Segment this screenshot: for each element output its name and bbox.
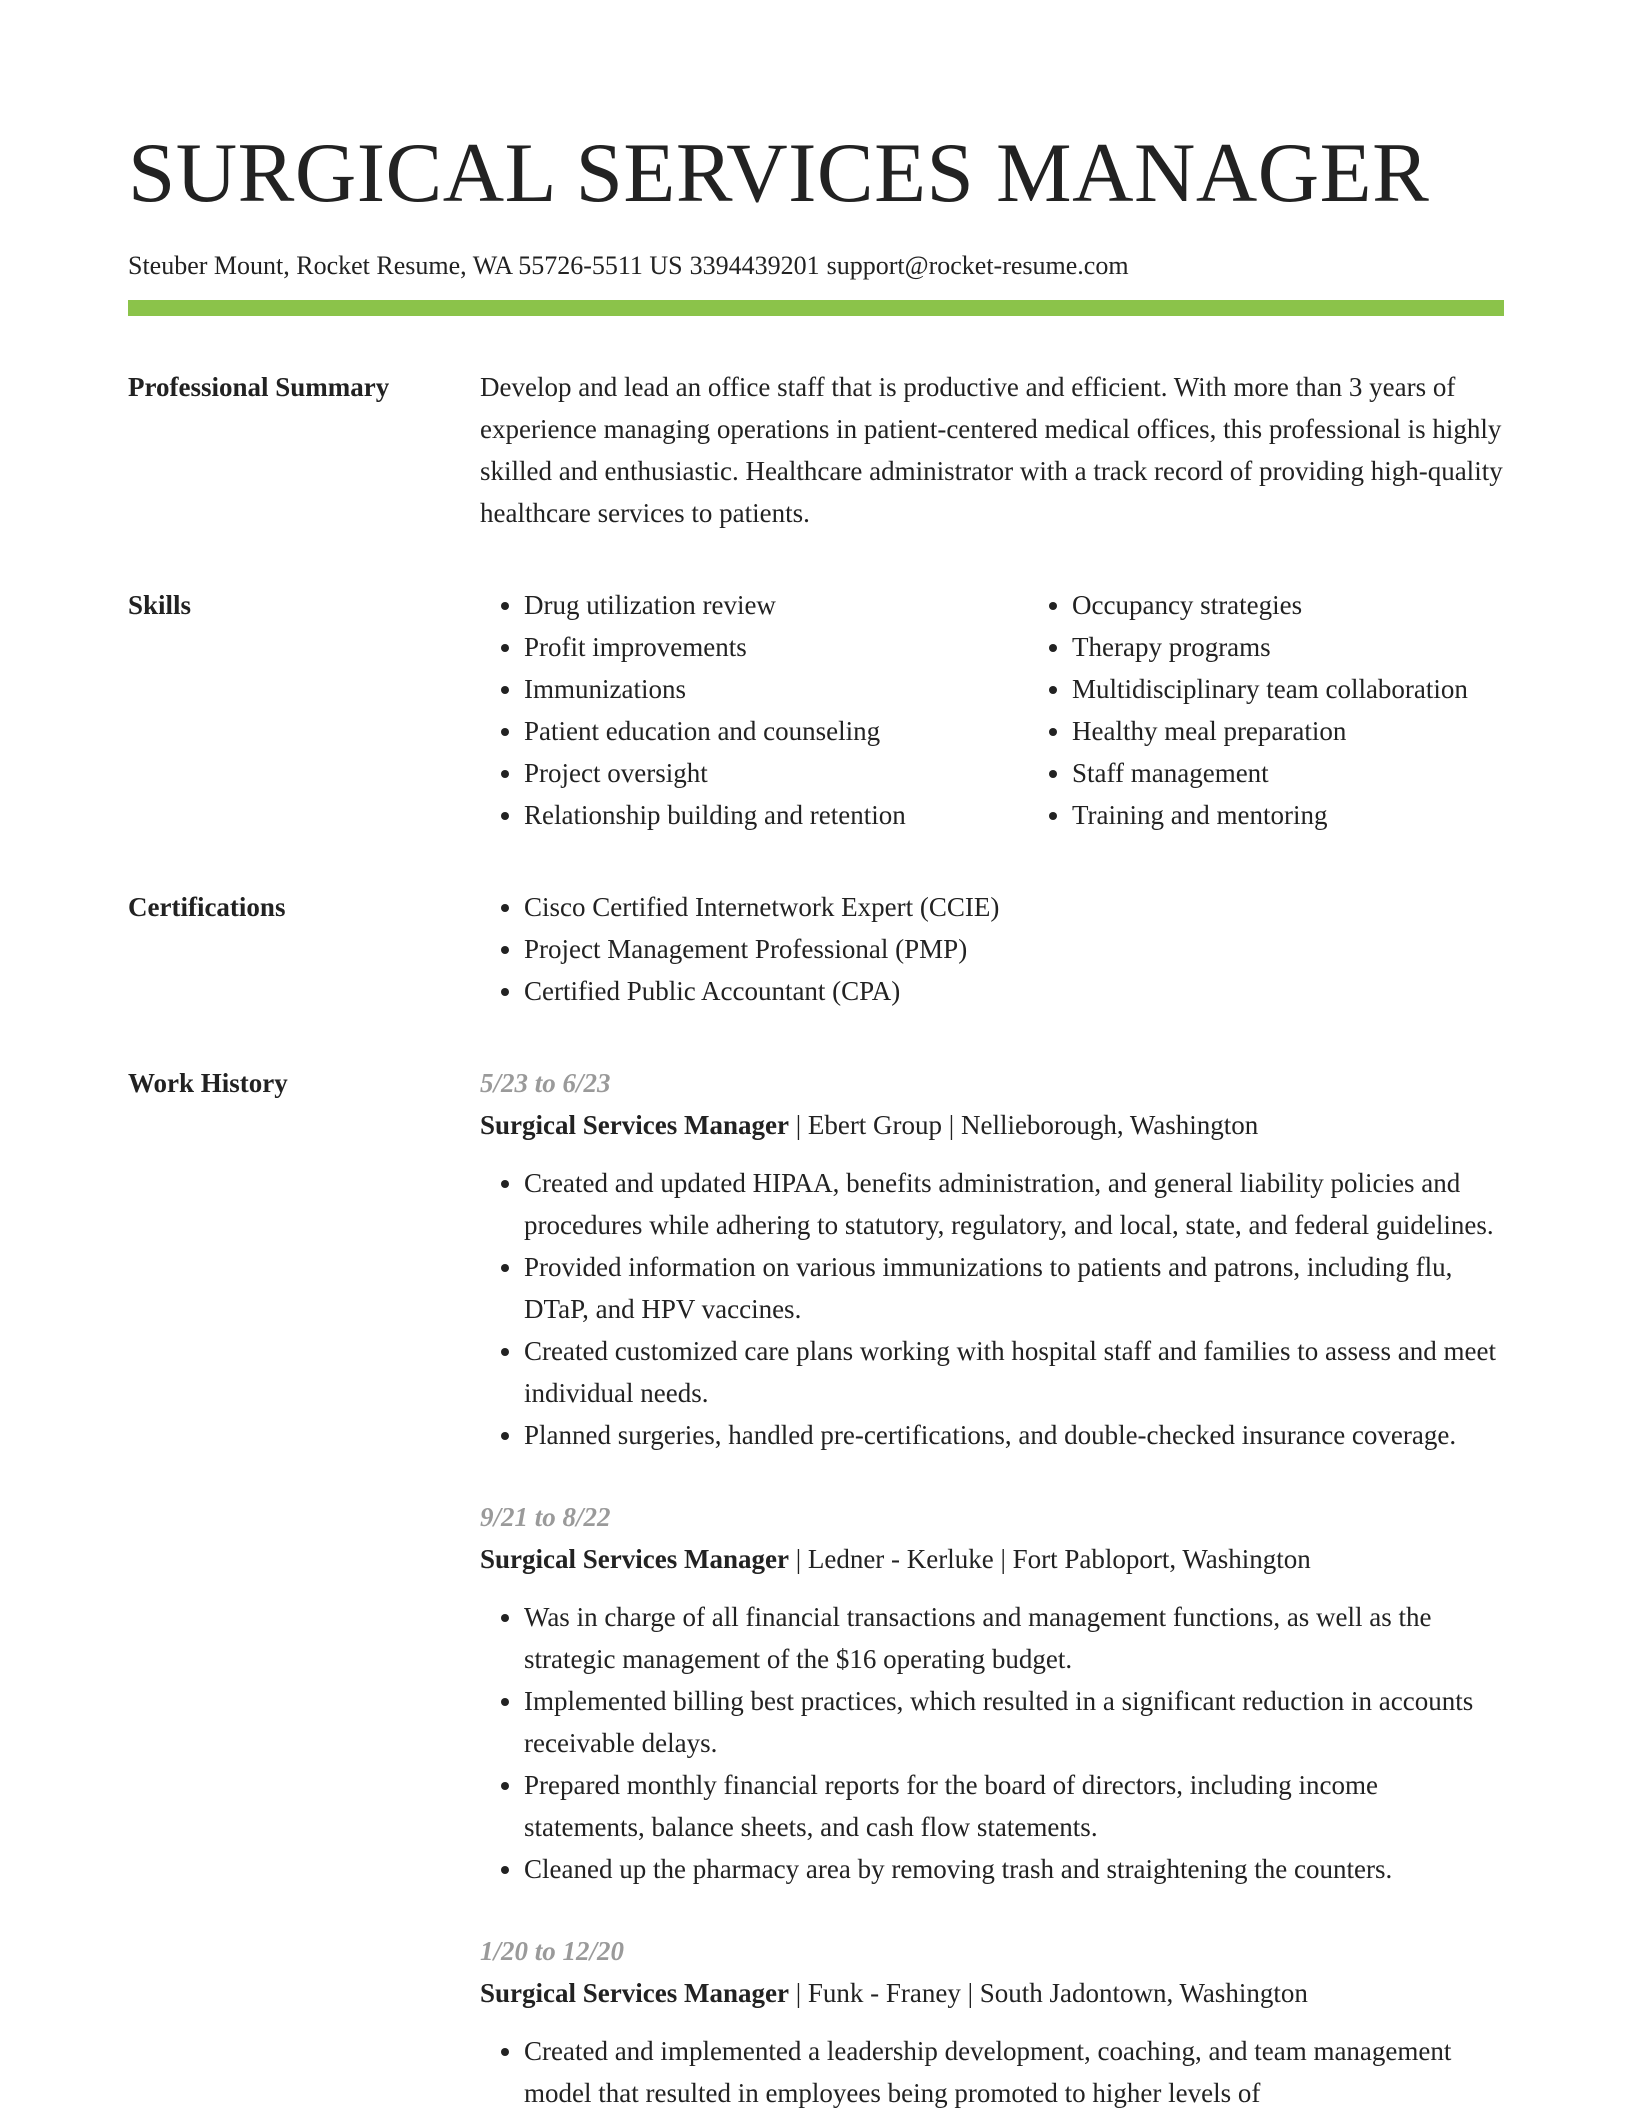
job-title: Surgical Services Manager	[480, 1978, 789, 2008]
list-item: • Project oversight	[524, 752, 1028, 794]
job-dates: 9/21 to 8/22	[480, 1502, 611, 1532]
job-details: | Ledner - Kerluke | Fort Pabloport, Washington	[795, 1544, 1311, 1574]
list-item: • Cleaned up the pharmacy area by removing trash and straightening the counters.	[524, 1848, 1504, 1890]
job-entry	[480, 1062, 1504, 1456]
skills-column-1	[480, 584, 1028, 836]
job-dates: 1/20 to 12/20	[480, 1936, 625, 1966]
list-item: • Certified Public Accountant (CPA)	[524, 970, 1504, 1012]
skills-column-2	[1028, 584, 1468, 836]
list-item: • Drug utilization review	[524, 584, 1028, 626]
list-item: • Implemented billing best practices, which resulted in a significant reduction in accounts receivable delays.	[524, 1680, 1504, 1764]
list-item: • Created and updated HIPAA, benefits administration, and general liability policies and procedures while adhering to statutory, regulatory, and local, state, and federal guidelines.	[524, 1162, 1504, 1246]
contact-email: support@rocket-resume.com	[826, 251, 1129, 280]
list-item: • Multidisciplinary team collaboration	[1072, 668, 1468, 710]
work-history-heading: Work History	[128, 1068, 288, 1098]
job-title: Surgical Services Manager	[480, 1110, 789, 1140]
certifications-section	[128, 886, 1504, 1012]
contact-line	[128, 250, 1504, 282]
job-dates: 5/23 to 6/23	[480, 1068, 611, 1098]
summary-section	[128, 366, 1504, 534]
contact-phone: 3394439201	[689, 251, 820, 280]
job-title-line	[480, 1972, 1504, 2014]
job-details: | Funk - Franey | South Jadontown, Washington	[795, 1978, 1308, 2008]
resume-page	[128, 0, 1504, 2114]
list-item: • Was in charge of all financial transactions and management functions, as well as the strategic management of the $16 operating budget.	[524, 1596, 1504, 1680]
list-item: • Relationship building and retention	[524, 794, 1028, 836]
job-bullets	[480, 2030, 1504, 2114]
job-entry	[480, 1930, 1504, 2114]
list-item: • Project Management Professional (PMP)	[524, 928, 1504, 970]
list-item: • Staff management	[1072, 752, 1468, 794]
list-item: • Prepared monthly financial reports for the board of directors, including income statements, balance sheets, and cash flow statements.	[524, 1764, 1504, 1848]
job-bullets	[480, 1162, 1504, 1456]
job-entry	[480, 1496, 1504, 1890]
list-item: • Cisco Certified Internetwork Expert (CCIE)	[524, 886, 1504, 928]
resume-header	[128, 0, 1504, 316]
list-item: • Immunizations	[524, 668, 1028, 710]
list-item: • Therapy programs	[1072, 626, 1468, 668]
job-bullets	[480, 1596, 1504, 1890]
list-item: • Occupancy strategies	[1072, 584, 1468, 626]
job-title-line	[480, 1538, 1504, 1580]
skills-grid	[480, 584, 1504, 836]
list-item: • Created and implemented a leadership development, coaching, and team management model that resulted in employees being promoted to higher levels of	[524, 2030, 1504, 2114]
skills-section	[128, 584, 1504, 836]
certifications-list	[480, 886, 1504, 1012]
certifications-heading: Certifications	[128, 892, 286, 922]
work-history-section	[128, 1062, 1504, 2114]
list-item: • Healthy meal preparation	[1072, 710, 1468, 752]
list-item: • Created customized care plans working with hospital staff and families to assess and meet individual needs.	[524, 1330, 1504, 1414]
skills-heading: Skills	[128, 590, 192, 620]
page-title: SURGICAL SERVICES MANAGER	[128, 126, 1430, 220]
summary-heading: Professional Summary	[128, 372, 390, 402]
list-item: • Patient education and counseling	[524, 710, 1028, 752]
list-item: • Profit improvements	[524, 626, 1028, 668]
contact-address: Steuber Mount, Rocket Resume, WA 55726-5511 US	[128, 251, 683, 280]
header-divider	[128, 300, 1504, 316]
summary-text: Develop and lead an office staff that is productive and efficient. With more than 3 years of experience managing operations in patient-centered medical offices, this professional is highly skilled and enthusiastic. Healthcare administrator with a track record of providing high-quality healthcare services to patients.	[480, 372, 1503, 528]
job-details: | Ebert Group | Nellieborough, Washington	[795, 1110, 1259, 1140]
list-item: • Training and mentoring	[1072, 794, 1468, 836]
list-item: • Planned surgeries, handled pre-certifications, and double-checked insurance coverage.	[524, 1414, 1504, 1456]
job-title: Surgical Services Manager	[480, 1544, 789, 1574]
job-title-line	[480, 1104, 1504, 1146]
list-item: • Provided information on various immunizations to patients and patrons, including flu, DTaP, and HPV vaccines.	[524, 1246, 1504, 1330]
